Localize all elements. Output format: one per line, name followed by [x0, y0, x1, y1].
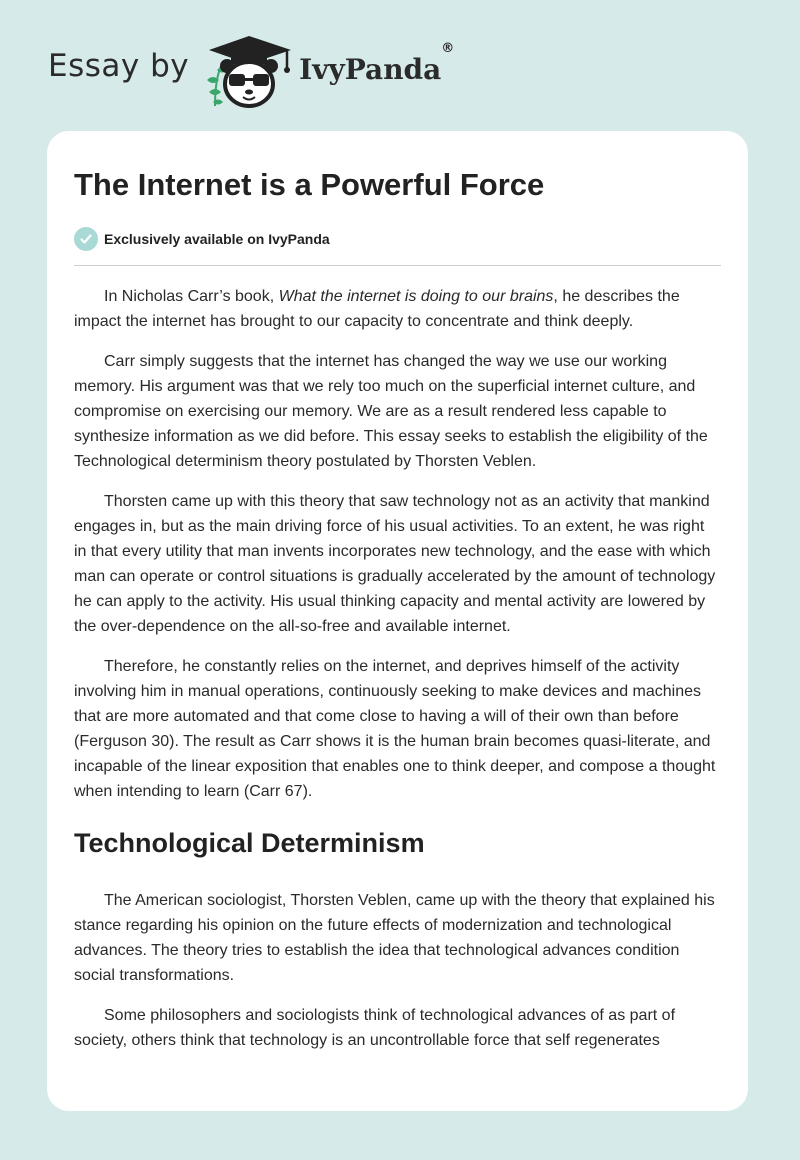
check-circle-icon [74, 227, 98, 251]
exclusive-badge [74, 226, 721, 252]
section-heading: Technological Determinism [74, 828, 425, 858]
brand-name: IvyPanda® [299, 40, 455, 86]
essay-body [74, 284, 721, 1053]
exclusive-label: Exclusively available on IvyPanda [104, 231, 330, 247]
paragraph-3: Thorsten came up with this theory that saw technology not as an activity that mankind engages in, but as the main driving force of his usual activities. To an extent, he was right in that every utility that man invents incorporates new technology, and the ease with which man can operate or control situations is gradually accelerated by the amount of technology he can apply to the activity. His usual thinking capacity and mental activity are lowered by the over-dependence on the all-so-free and available internet. [74, 493, 716, 635]
registered-mark: ® [441, 40, 455, 56]
paragraph-5: The American sociologist, Thorsten Veblen, came up with the theory that explained his stance regarding his opinion on the future effects of modernization and technological advances. The theory tries to establish the idea that technological advances condition social transformations. [74, 892, 715, 984]
book-title: What the internet is doing to our brains [278, 288, 554, 305]
essay-card [47, 131, 748, 1111]
essay-by-label: Essay by [48, 48, 190, 84]
paragraph-4: Therefore, he constantly relies on the internet, and deprives himself of the activity involving him in manual operations, continuously seeking to make devices and machines that are more automated and that come close to having a will of their own than before (Ferguson 30). The result as Carr shows it is the human brain becomes quasi-literate, and incapable of the linear exposition that enables one to think deeper, and compose a thought when intending to learn (Carr 67). [74, 658, 716, 800]
paragraph-2: Carr simply suggests that the internet has changed the way we use our working memory. His argument was that we rely too much on the superficial internet culture, and compromise on exercising our memory. We are as a result rendered less capable to synthesize information as we did before. This essay seeks to establish the eligibility of the Technological determinism theory postulated by Thorsten Veblen. [74, 353, 708, 470]
paragraph-6: Some philosophers and sociologists think of technological advances of as part of society, others think that technology is an uncontrollable force that self regenerates [74, 1007, 676, 1049]
paragraph-1: In Nicholas Carr’s book, What the internet is doing to our brains, he describes the impact the internet has brought to our capacity to concentrate and think deeply. [74, 288, 680, 330]
title-divider [74, 265, 721, 266]
essay-title: The Internet is a Powerful Force [74, 167, 545, 202]
site-header [48, 30, 454, 110]
panda-graduate-icon [203, 30, 295, 110]
